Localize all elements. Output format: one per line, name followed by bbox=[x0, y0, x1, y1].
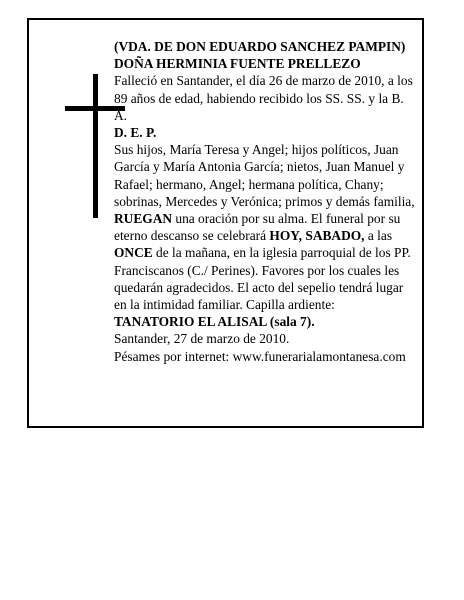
family-list: Sus hijos, María Teresa y Angel; hijos políticos, Juan García y María Antonia García; nietos, Juan Manuel y Rafael; hermano, Angel; hermana política, Chany; sobrinas, Mercedes y Verónica; primos y demás familia, bbox=[114, 142, 415, 209]
notice-text bbox=[114, 38, 419, 365]
funeral-day: HOY, SABADO, bbox=[269, 228, 365, 244]
request-paragraph bbox=[114, 210, 419, 313]
funeral-hour: ONCE bbox=[114, 245, 153, 261]
ruegan-word: RUEGAN bbox=[114, 211, 173, 227]
widow-of-line: (VDA. DE DON EDUARDO SANCHEZ PAMPIN) bbox=[114, 39, 406, 54]
place-date: Santander, 27 de marzo de 2010. bbox=[114, 331, 290, 347]
chapel-location: TANATORIO EL ALISAL (sala 7). bbox=[114, 314, 315, 330]
dep-line: D. E. P. bbox=[114, 125, 157, 141]
condolences-line: Pésames por internet: www.funerarialamontanesa.com bbox=[114, 348, 406, 364]
request-text-2: a las bbox=[364, 228, 393, 244]
deceased-name: DOÑA HERMINIA FUENTE PRELLEZO bbox=[114, 56, 361, 72]
request-text-1: una oración por su alma. El funeral por su eterno descanso se celebrará bbox=[114, 211, 401, 244]
death-info: Falleció en Santander, el día 26 de marzo de 2010, a los 89 años de edad, habiendo recibido los SS. SS. y la B. A. bbox=[114, 73, 413, 123]
request-text-3: de la mañana, en la iglesia parroquial de los PP. Franciscanos (C./ Perines). Favores por los cuales les quedarán agradecidos. El acto del sepelio tendrá lugar en la intimidad familiar. Capilla ardiente: bbox=[114, 245, 411, 313]
cross-vertical-bar bbox=[93, 74, 98, 218]
